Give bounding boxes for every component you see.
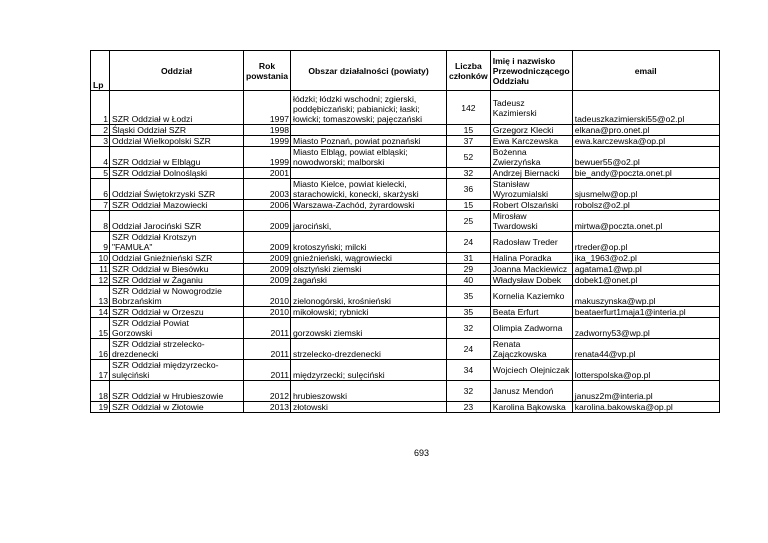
header-row bbox=[91, 51, 720, 91]
table-row bbox=[91, 147, 720, 168]
cell-przewodniczacy: Renata Zajączkowska bbox=[490, 339, 572, 360]
cell-liczba: 31 bbox=[447, 253, 491, 264]
cell-rok: 2001 bbox=[244, 168, 291, 179]
branches-table bbox=[90, 50, 720, 413]
cell-lp: 3 bbox=[91, 136, 110, 147]
cell-przewodniczacy: Olimpia Zadworna bbox=[490, 318, 572, 339]
cell-lp: 15 bbox=[91, 318, 110, 339]
cell-email: ewa.karczewska@op.pl bbox=[572, 136, 719, 147]
cell-rok: 2013 bbox=[244, 402, 291, 413]
cell-obszar: jarociński, bbox=[291, 211, 447, 232]
cell-liczba: 40 bbox=[447, 275, 491, 286]
header-obszar: Obszar działalności (powiaty) bbox=[291, 51, 447, 91]
cell-przewodniczacy: Andrzej Biernacki bbox=[490, 168, 572, 179]
cell-przewodniczacy: Wojciech Olejniczak bbox=[490, 360, 572, 381]
cell-oddzial: SZR Oddział w Żaganiu bbox=[110, 275, 244, 286]
table-row bbox=[91, 402, 720, 413]
table-row bbox=[91, 179, 720, 200]
cell-email: bie_andy@poczta.onet.pl bbox=[572, 168, 719, 179]
cell-lp: 13 bbox=[91, 286, 110, 307]
table-body bbox=[91, 91, 720, 413]
cell-obszar: mikołowski; rybnicki bbox=[291, 307, 447, 318]
table-row bbox=[91, 381, 720, 402]
cell-przewodniczacy: Tadeusz Kazimierski bbox=[490, 91, 572, 125]
table-row bbox=[91, 307, 720, 318]
cell-email: lotterspolska@op.pl bbox=[572, 360, 719, 381]
cell-liczba: 35 bbox=[447, 307, 491, 318]
cell-obszar: krotoszyński; milcki bbox=[291, 232, 447, 253]
cell-obszar: międzyrzecki; sulęciński bbox=[291, 360, 447, 381]
cell-email: zadworny53@wp.pl bbox=[572, 318, 719, 339]
cell-liczba: 37 bbox=[447, 136, 491, 147]
cell-lp: 2 bbox=[91, 125, 110, 136]
cell-przewodniczacy: Karolina Bąkowska bbox=[490, 402, 572, 413]
cell-przewodniczacy: Beata Erfurt bbox=[490, 307, 572, 318]
cell-liczba: 32 bbox=[447, 168, 491, 179]
cell-obszar: zielonogórski, krośnieński bbox=[291, 286, 447, 307]
cell-obszar: olsztyński ziemski bbox=[291, 264, 447, 275]
cell-przewodniczacy: Stanisław Wyrozumialski bbox=[490, 179, 572, 200]
cell-liczba: 34 bbox=[447, 360, 491, 381]
cell-liczba: 25 bbox=[447, 211, 491, 232]
cell-obszar bbox=[291, 168, 447, 179]
cell-email: mirtwa@poczta.onet.pl bbox=[572, 211, 719, 232]
cell-rok: 1999 bbox=[244, 136, 291, 147]
cell-oddzial: SZR Oddział w Nowogrodzie Bobrzańskim bbox=[110, 286, 244, 307]
cell-rok: 1999 bbox=[244, 147, 291, 168]
cell-email: elkana@pro.onet.pl bbox=[572, 125, 719, 136]
cell-email: beataerfurt1maja1@interia.pl bbox=[572, 307, 719, 318]
cell-oddzial: SZR Oddział w Elblągu bbox=[110, 147, 244, 168]
table-row bbox=[91, 136, 720, 147]
cell-rok: 2009 bbox=[244, 253, 291, 264]
cell-rok: 1997 bbox=[244, 91, 291, 125]
header-przewodniczacy: Imię i nazwisko Przewodniczącego Oddziału bbox=[490, 51, 572, 91]
cell-obszar: złotowski bbox=[291, 402, 447, 413]
cell-przewodniczacy: Halina Poradka bbox=[490, 253, 572, 264]
cell-rok: 2006 bbox=[244, 200, 291, 211]
table-row bbox=[91, 286, 720, 307]
cell-lp: 19 bbox=[91, 402, 110, 413]
cell-rok: 2011 bbox=[244, 360, 291, 381]
cell-rok: 2010 bbox=[244, 286, 291, 307]
cell-email: sjusmelw@op.pl bbox=[572, 179, 719, 200]
cell-rok: 2003 bbox=[244, 179, 291, 200]
cell-obszar: żagański bbox=[291, 275, 447, 286]
cell-liczba: 24 bbox=[447, 339, 491, 360]
header-email: email bbox=[572, 51, 719, 91]
cell-lp: 14 bbox=[91, 307, 110, 318]
cell-lp: 16 bbox=[91, 339, 110, 360]
cell-przewodniczacy: Władysław Dobek bbox=[490, 275, 572, 286]
cell-oddzial: SZR Oddział Mazowiecki bbox=[110, 200, 244, 211]
cell-liczba: 32 bbox=[447, 318, 491, 339]
table-row bbox=[91, 339, 720, 360]
header-rok: Rok powstania bbox=[244, 51, 291, 91]
table-row bbox=[91, 318, 720, 339]
cell-oddzial: SZR Oddział Krotszyn "FAMUŁA" bbox=[110, 232, 244, 253]
cell-email: tadeuszkazimierski55@o2.pl bbox=[572, 91, 719, 125]
table-row bbox=[91, 275, 720, 286]
cell-email: dobek1@onet.pl bbox=[572, 275, 719, 286]
cell-przewodniczacy: Robert Olszański bbox=[490, 200, 572, 211]
cell-liczba: 32 bbox=[447, 381, 491, 402]
cell-email: ika_1963@o2.pl bbox=[572, 253, 719, 264]
cell-rok: 2009 bbox=[244, 232, 291, 253]
cell-liczba: 23 bbox=[447, 402, 491, 413]
cell-liczba: 35 bbox=[447, 286, 491, 307]
cell-przewodniczacy: Ewa Karczewska bbox=[490, 136, 572, 147]
table-row bbox=[91, 168, 720, 179]
cell-rok: 2009 bbox=[244, 211, 291, 232]
cell-obszar: łódzki; łódzki wschodni; zgierski, poddębiczański; pabianicki; łaski; łowicki; tomaszowski; pajęczański bbox=[291, 91, 447, 125]
cell-liczba: 29 bbox=[447, 264, 491, 275]
cell-rok: 2010 bbox=[244, 307, 291, 318]
cell-obszar: Warszawa-Zachód, żyrardowski bbox=[291, 200, 447, 211]
cell-lp: 8 bbox=[91, 211, 110, 232]
cell-oddzial: Śląski Oddział SZR bbox=[110, 125, 244, 136]
cell-liczba: 142 bbox=[447, 91, 491, 125]
cell-email: bewuer55@o2.pl bbox=[572, 147, 719, 168]
cell-oddzial: SZR Oddział w Hrubieszowie bbox=[110, 381, 244, 402]
cell-lp: 6 bbox=[91, 179, 110, 200]
cell-obszar: Miasto Elbląg, powiat elbląski; nowodworski; malborski bbox=[291, 147, 447, 168]
cell-obszar: gorzowski ziemski bbox=[291, 318, 447, 339]
header-oddzial: Oddział bbox=[110, 51, 244, 91]
cell-lp: 1 bbox=[91, 91, 110, 125]
cell-przewodniczacy: Bożenna Zwierzyńska bbox=[490, 147, 572, 168]
cell-oddzial: SZR Oddział w Orzeszu bbox=[110, 307, 244, 318]
cell-obszar bbox=[291, 125, 447, 136]
cell-oddzial: SZR Oddział międzyrzecko- sulęciński bbox=[110, 360, 244, 381]
cell-obszar: gnieźnieński, wągrowiecki bbox=[291, 253, 447, 264]
cell-oddzial: SZR Oddział Dolnośląski bbox=[110, 168, 244, 179]
cell-rok: 2009 bbox=[244, 264, 291, 275]
cell-obszar: hrubieszowski bbox=[291, 381, 447, 402]
cell-przewodniczacy: Grzegorz Klecki bbox=[490, 125, 572, 136]
cell-liczba: 15 bbox=[447, 125, 491, 136]
cell-lp: 18 bbox=[91, 381, 110, 402]
cell-przewodniczacy: Janusz Mendoń bbox=[490, 381, 572, 402]
cell-liczba: 15 bbox=[447, 200, 491, 211]
cell-rok: 2009 bbox=[244, 275, 291, 286]
cell-lp: 4 bbox=[91, 147, 110, 168]
header-liczba: Liczba członków bbox=[447, 51, 491, 91]
cell-email: rtreder@op.pl bbox=[572, 232, 719, 253]
cell-oddzial: Oddział Wielkopolski SZR bbox=[110, 136, 244, 147]
cell-oddzial: SZR Oddział w Łodzi bbox=[110, 91, 244, 125]
cell-lp: 5 bbox=[91, 168, 110, 179]
cell-przewodniczacy: Kornelia Kaziemko bbox=[490, 286, 572, 307]
table-row bbox=[91, 200, 720, 211]
cell-oddzial: Oddział Świętokrzyski SZR bbox=[110, 179, 244, 200]
cell-lp: 11 bbox=[91, 264, 110, 275]
cell-email: robolsz@o2.pl bbox=[572, 200, 719, 211]
cell-oddzial: SZR Oddział w Złotowie bbox=[110, 402, 244, 413]
cell-liczba: 52 bbox=[447, 147, 491, 168]
cell-oddzial: SZR Oddział strzelecko- drezdenecki bbox=[110, 339, 244, 360]
cell-przewodniczacy: Radosław Treder bbox=[490, 232, 572, 253]
cell-lp: 9 bbox=[91, 232, 110, 253]
table-row bbox=[91, 360, 720, 381]
cell-rok: 2011 bbox=[244, 339, 291, 360]
table-row bbox=[91, 125, 720, 136]
cell-obszar: Miasto Poznań, powiat poznański bbox=[291, 136, 447, 147]
header-lp: Lp bbox=[91, 51, 110, 91]
cell-lp: 17 bbox=[91, 360, 110, 381]
cell-email: karolina.bakowska@op.pl bbox=[572, 402, 719, 413]
table-row bbox=[91, 211, 720, 232]
cell-obszar: Miasto Kielce, powiat kielecki, starachowicki, konecki, skarżyski bbox=[291, 179, 447, 200]
table-row bbox=[91, 253, 720, 264]
cell-email: renata44@vp.pl bbox=[572, 339, 719, 360]
cell-przewodniczacy: Mirosław Twardowski bbox=[490, 211, 572, 232]
cell-oddzial: SZR Oddział w Biesówku bbox=[110, 264, 244, 275]
cell-rok: 1998 bbox=[244, 125, 291, 136]
page-number: 693 bbox=[414, 448, 430, 458]
cell-oddzial: Oddział Jarociński SZR bbox=[110, 211, 244, 232]
cell-rok: 2011 bbox=[244, 318, 291, 339]
cell-lp: 7 bbox=[91, 200, 110, 211]
table-row bbox=[91, 264, 720, 275]
cell-oddzial: SZR Oddział Powiat Gorzowski bbox=[110, 318, 244, 339]
cell-przewodniczacy: Joanna Mackiewicz bbox=[490, 264, 572, 275]
cell-email: makuszynska@wp.pl bbox=[572, 286, 719, 307]
cell-email: janusz2m@interia.pl bbox=[572, 381, 719, 402]
cell-liczba: 24 bbox=[447, 232, 491, 253]
cell-rok: 2012 bbox=[244, 381, 291, 402]
cell-oddzial: Oddział Gnieźnieński SZR bbox=[110, 253, 244, 264]
cell-lp: 10 bbox=[91, 253, 110, 264]
cell-lp: 12 bbox=[91, 275, 110, 286]
table-row bbox=[91, 232, 720, 253]
cell-liczba: 36 bbox=[447, 179, 491, 200]
cell-email: agatama1@wp.pl bbox=[572, 264, 719, 275]
cell-obszar: strzelecko-drezdenecki bbox=[291, 339, 447, 360]
table-row bbox=[91, 91, 720, 125]
